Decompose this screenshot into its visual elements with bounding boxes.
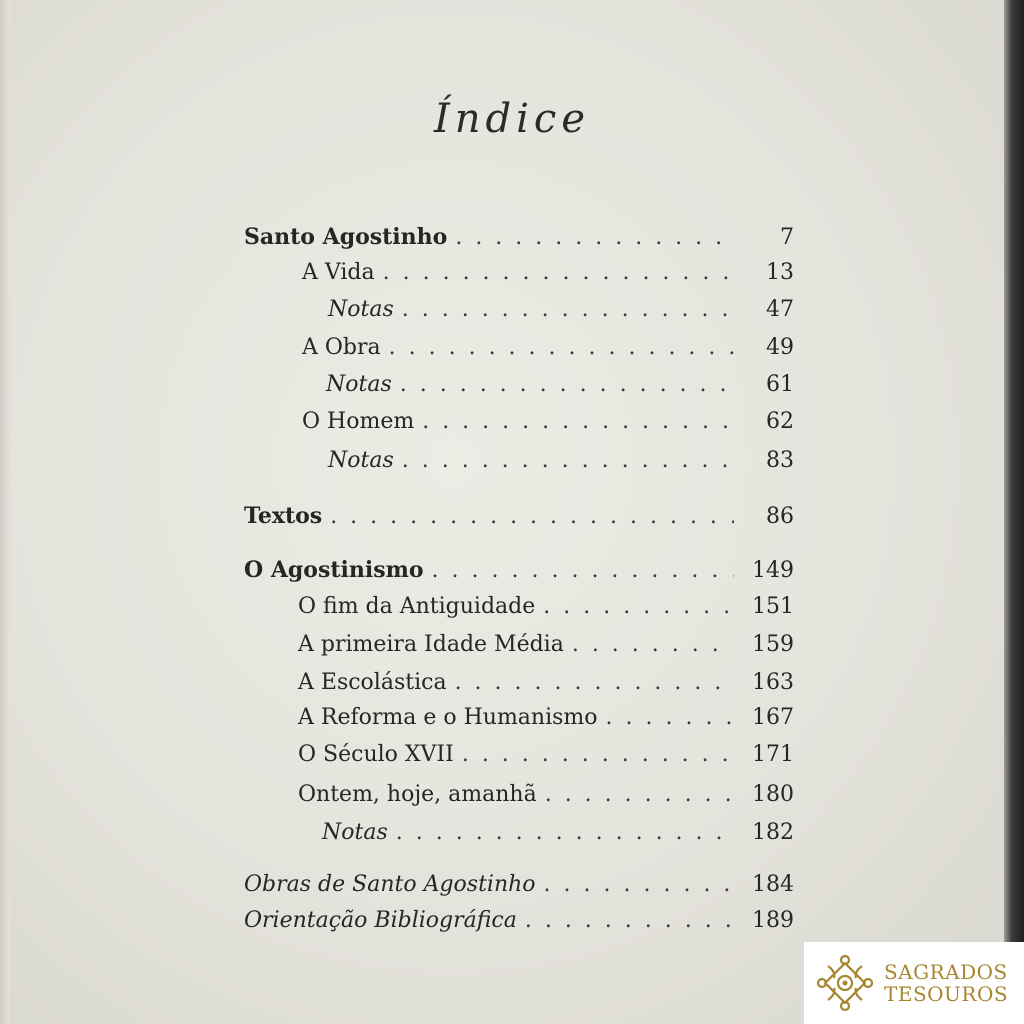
toc-entry-label: A Vida bbox=[302, 260, 375, 285]
watermark-logo bbox=[804, 942, 1024, 1024]
dot-leader bbox=[525, 908, 734, 933]
toc-entry-page: 13 bbox=[766, 260, 794, 285]
dot-leader bbox=[330, 504, 734, 529]
toc-entry bbox=[244, 409, 794, 441]
toc-entry-label: Notas bbox=[322, 820, 388, 845]
toc-entry-label: A Reforma e o Humanismo bbox=[298, 705, 598, 730]
toc-entry bbox=[244, 782, 794, 814]
dot-leader bbox=[389, 335, 734, 360]
toc-entry bbox=[244, 594, 794, 626]
toc-entry-label: O Agostinismo bbox=[244, 557, 424, 583]
toc-entry-page: 163 bbox=[752, 670, 794, 695]
dot-leader bbox=[402, 297, 734, 322]
dot-leader bbox=[455, 225, 734, 250]
toc-entry-page: 49 bbox=[766, 335, 794, 360]
toc-entry-label: A Obra bbox=[302, 335, 381, 360]
toc-entry bbox=[244, 372, 794, 404]
toc-entry bbox=[244, 742, 794, 774]
dot-leader bbox=[400, 372, 734, 397]
toc-entry-label: Santo Agostinho bbox=[244, 224, 448, 250]
toc-entry bbox=[244, 908, 794, 940]
dot-leader bbox=[455, 670, 734, 695]
dot-leader bbox=[422, 409, 734, 434]
toc-entry-page: 47 bbox=[766, 297, 794, 322]
toc-entry bbox=[244, 557, 794, 589]
dot-leader bbox=[606, 705, 734, 730]
toc-entry-page: 189 bbox=[752, 908, 794, 933]
dot-leader bbox=[383, 260, 734, 285]
toc-entry-page: 167 bbox=[752, 705, 794, 730]
toc-entry bbox=[244, 872, 794, 904]
page-left-edge bbox=[0, 0, 10, 1024]
toc-entry-label: Textos bbox=[244, 503, 323, 529]
logo-line-2: TESOUROS bbox=[884, 982, 1009, 1006]
toc-entry-page: 7 bbox=[780, 225, 794, 250]
toc-entry-page: 62 bbox=[766, 409, 794, 434]
toc-entry-label: O Homem bbox=[302, 409, 415, 434]
toc-entry-label: Orientação Bibliográfica bbox=[244, 908, 517, 933]
dot-leader bbox=[432, 558, 734, 583]
toc-entry bbox=[244, 705, 794, 737]
toc-entry bbox=[244, 260, 794, 292]
toc-entry bbox=[244, 503, 794, 535]
dot-leader bbox=[544, 872, 734, 897]
toc-entry-label: Notas bbox=[328, 297, 394, 322]
toc-entry-label: Notas bbox=[326, 372, 392, 397]
toc-entry-page: 182 bbox=[752, 820, 794, 845]
dot-leader bbox=[543, 594, 734, 619]
toc-entry-page: 171 bbox=[752, 742, 794, 767]
toc-entry-page: 86 bbox=[766, 504, 794, 529]
dot-leader bbox=[402, 448, 734, 473]
toc-entry-page: 149 bbox=[752, 558, 794, 583]
toc-entry bbox=[244, 632, 794, 664]
toc-entry-page: 83 bbox=[766, 448, 794, 473]
toc-entry bbox=[244, 297, 794, 329]
toc-entry-label: O fim da Antiguidade bbox=[298, 594, 536, 619]
toc-entry-label: Obras de Santo Agostinho bbox=[244, 872, 536, 897]
logo-line-1: SAGRADOS bbox=[884, 960, 1008, 984]
toc-entry bbox=[244, 335, 794, 367]
toc-entry-page: 159 bbox=[752, 632, 794, 657]
toc-entry-page: 184 bbox=[752, 872, 794, 897]
toc-entry-label: Ontem, hoje, amanhã bbox=[298, 782, 537, 807]
dot-leader bbox=[572, 632, 734, 657]
page-title: Índice bbox=[433, 96, 591, 142]
toc-entry bbox=[244, 670, 794, 702]
toc-entry-label: A Escolástica bbox=[298, 670, 447, 695]
toc-entry-page: 61 bbox=[766, 372, 794, 397]
logo-text bbox=[884, 961, 1008, 1005]
toc-entry bbox=[244, 448, 794, 480]
book-cover-edge bbox=[1004, 0, 1024, 1024]
toc-entry-label: A primeira Idade Média bbox=[298, 632, 564, 657]
dot-leader bbox=[545, 782, 734, 807]
toc-entry-label: Notas bbox=[328, 448, 394, 473]
dot-leader bbox=[462, 742, 734, 767]
toc-entry-page: 180 bbox=[752, 782, 794, 807]
ornament-icon bbox=[814, 952, 876, 1014]
dot-leader bbox=[396, 820, 734, 845]
toc-entry bbox=[244, 224, 794, 256]
toc-entry bbox=[244, 820, 794, 852]
toc-entry-label: O Século XVII bbox=[298, 742, 454, 767]
toc-entry-page: 151 bbox=[752, 594, 794, 619]
